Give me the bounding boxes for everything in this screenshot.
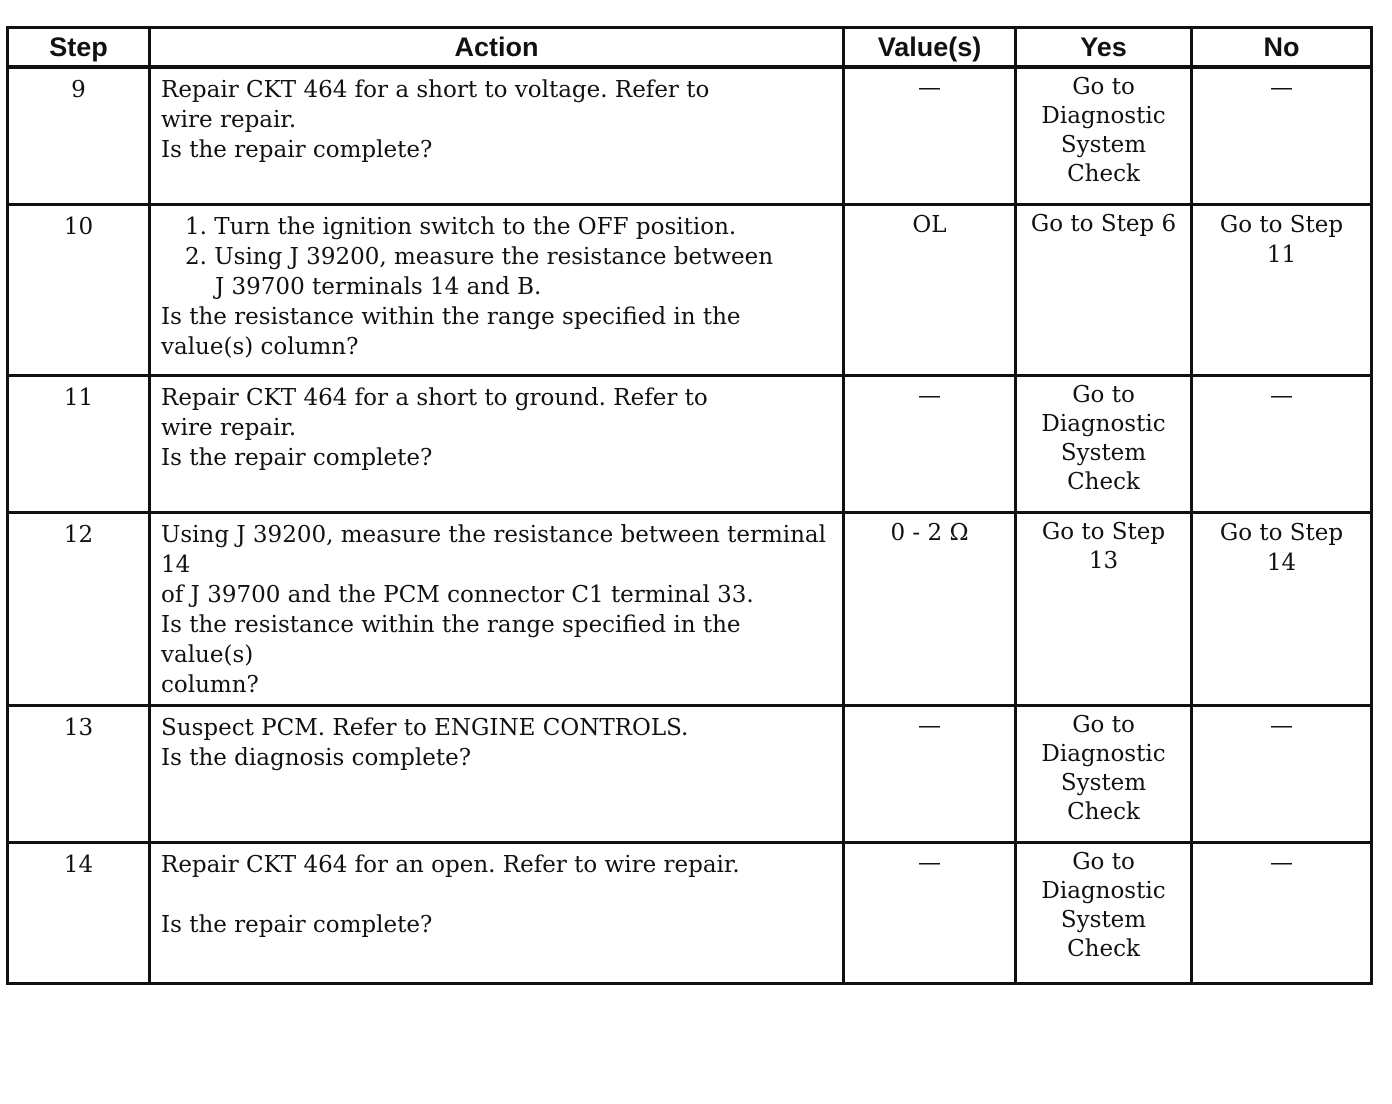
yes-cell — [1016, 513, 1192, 706]
table-row — [8, 67, 1372, 205]
yes-cell — [1016, 706, 1192, 843]
table-row — [8, 706, 1372, 843]
action-line: column? — [161, 672, 259, 698]
header-values: Value(s) — [844, 28, 1016, 68]
action-cell — [150, 67, 844, 205]
action-cell — [150, 376, 844, 513]
numbered-step — [161, 242, 832, 302]
yes-line: Check — [1067, 161, 1140, 187]
yes-line: Check — [1067, 799, 1140, 825]
action-line: wire repair. — [161, 107, 297, 133]
action-line: Suspect PCM. Refer to ENGINE CONTROLS. — [161, 715, 689, 741]
yes-line: 13 — [1088, 548, 1119, 574]
action-line: Repair CKT 464 for an open. Refer to wire repair. — [161, 852, 740, 878]
no-cell — [1192, 706, 1372, 843]
header-action: Action — [150, 28, 844, 68]
step-number: 11 — [8, 376, 150, 513]
yes-cell — [1016, 205, 1192, 376]
numbered-step — [161, 212, 832, 242]
no-line: — — [1270, 850, 1293, 876]
value-cell: — — [844, 706, 1016, 843]
action-question: Is the resistance within the range specified in the value(s) column? — [161, 304, 741, 360]
step-number: 12 — [8, 513, 150, 706]
diagnostic-table — [6, 26, 1373, 985]
action-line: Is the repair complete? — [161, 912, 433, 938]
table-row — [8, 376, 1372, 513]
yes-cell — [1016, 843, 1192, 984]
value-cell: OL — [844, 205, 1016, 376]
yes-line: Go to — [1072, 74, 1135, 100]
action-line: Repair CKT 464 for a short to ground. Refer to — [161, 385, 708, 411]
action-line: of J 39700 and the PCM connector C1 terminal 33. — [161, 582, 754, 608]
no-line: — — [1270, 383, 1293, 409]
step-number: 10 — [8, 205, 150, 376]
step-number: 14 — [8, 843, 150, 984]
no-line: 14 — [1266, 550, 1297, 576]
step-index: 1. — [185, 214, 207, 240]
header-row — [8, 28, 1372, 68]
action-cell — [150, 205, 844, 376]
no-line: — — [1270, 713, 1293, 739]
no-cell — [1192, 205, 1372, 376]
step-text: Turn the ignition switch to the OFF position. — [214, 214, 737, 240]
yes-line: Go to Step 6 — [1030, 211, 1177, 237]
value-cell: — — [844, 67, 1016, 205]
table-row — [8, 513, 1372, 706]
action-cell — [150, 513, 844, 706]
yes-line: Diagnostic — [1041, 878, 1166, 904]
table-row — [8, 205, 1372, 376]
action-line: wire repair. — [161, 415, 297, 441]
action-line: Is the resistance within the range specified in the value(s) — [161, 612, 741, 668]
no-line: 11 — [1266, 242, 1297, 268]
table-row — [8, 843, 1372, 984]
step-number: 9 — [8, 67, 150, 205]
step-text-continuation: J 39700 terminals 14 and B. — [215, 274, 542, 300]
action-spacer — [161, 880, 832, 910]
yes-line: Check — [1067, 469, 1140, 495]
action-cell — [150, 706, 844, 843]
no-cell — [1192, 513, 1372, 706]
no-line: Go to Step — [1219, 212, 1344, 238]
action-line: Is the diagnosis complete? — [161, 745, 472, 771]
step-index: 2. — [185, 244, 207, 270]
action-line: Is the repair complete? — [161, 445, 433, 471]
header-no: No — [1192, 28, 1372, 68]
action-line: Repair CKT 464 for a short to voltage. Refer to — [161, 77, 710, 103]
value-cell: — — [844, 376, 1016, 513]
yes-line: Diagnostic — [1041, 741, 1166, 767]
step-text: Using J 39200, measure the resistance between — [214, 244, 774, 270]
yes-line: System — [1060, 770, 1147, 796]
header-step: Step — [8, 28, 150, 68]
no-line: Go to Step — [1219, 520, 1344, 546]
yes-line: System — [1060, 440, 1147, 466]
no-cell — [1192, 67, 1372, 205]
no-cell — [1192, 376, 1372, 513]
yes-cell — [1016, 376, 1192, 513]
yes-line: Diagnostic — [1041, 103, 1166, 129]
step-number: 13 — [8, 706, 150, 843]
value-cell: — — [844, 843, 1016, 984]
yes-line: Diagnostic — [1041, 411, 1166, 437]
yes-cell — [1016, 67, 1192, 205]
yes-line: Go to — [1072, 382, 1135, 408]
yes-line: Go to Step — [1041, 519, 1166, 545]
yes-line: Go to — [1072, 712, 1135, 738]
yes-line: Check — [1067, 936, 1140, 962]
yes-line: System — [1060, 132, 1147, 158]
yes-line: Go to — [1072, 849, 1135, 875]
no-cell — [1192, 843, 1372, 984]
no-line: — — [1270, 75, 1293, 101]
action-line: Is the repair complete? — [161, 137, 433, 163]
action-line: Using J 39200, measure the resistance between terminal 14 — [161, 522, 827, 578]
action-cell — [150, 843, 844, 984]
yes-line: System — [1060, 907, 1147, 933]
header-yes: Yes — [1016, 28, 1192, 68]
value-cell: 0 - 2 Ω — [844, 513, 1016, 706]
